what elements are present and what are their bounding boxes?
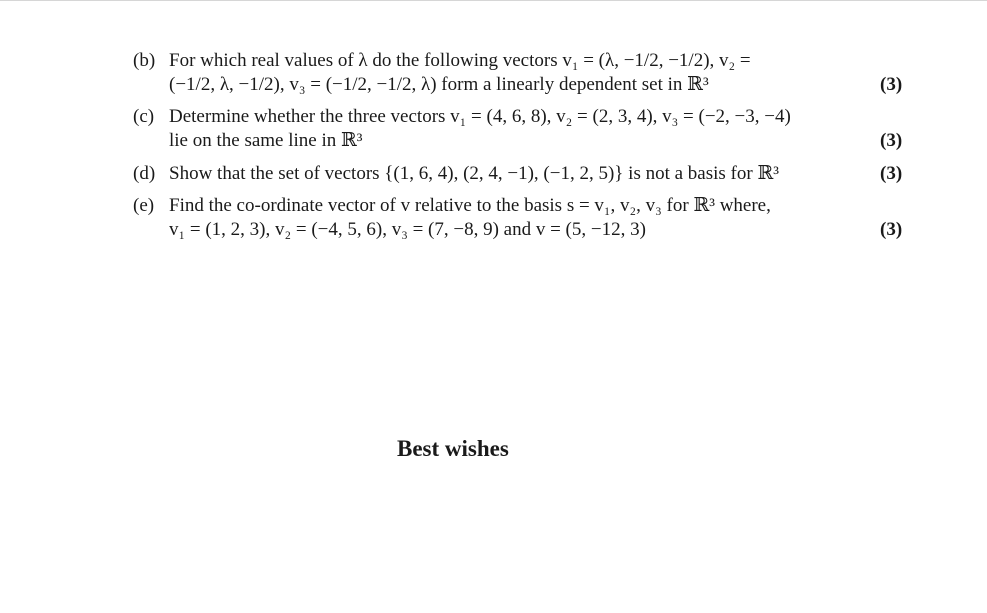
question-text-line: v₁ = (1, 2, 3), v₂ = (−4, 5, 6), v₃ = (7, −8, 9) and v = (5, −12, 3): [169, 219, 646, 240]
question-label: (d): [133, 163, 156, 184]
question-label: (c): [133, 106, 155, 127]
question-text-line: For which real values of λ do the following vectors v₁ = (λ, −1/2, −1/2), v₂ =: [169, 50, 751, 71]
question-text-line: Find the co-ordinate vector of v relative to the basis s = v₁, v₂, v₃ for ℝ³ where,: [169, 195, 771, 216]
question-c: [133, 105, 913, 155]
marks-label: (3): [880, 219, 903, 240]
question-text-line: Determine whether the three vectors v₁ = (4, 6, 8), v₂ = (2, 3, 4), v₃ = (−2, −3, −4): [169, 106, 791, 127]
marks-label: (3): [880, 163, 903, 184]
closing-message: Best wishes: [397, 436, 509, 461]
marks-label: (3): [880, 130, 903, 151]
question-label: (e): [133, 195, 155, 216]
question-e: [133, 194, 913, 244]
question-text-line: lie on the same line in ℝ³: [169, 130, 363, 151]
marks-label: (3): [880, 74, 903, 95]
question-text-line: Show that the set of vectors {(1, 6, 4), (2, 4, −1), (−1, 2, 5)} is not a basis for ℝ³: [169, 163, 779, 184]
question-b: [133, 49, 913, 99]
question-d: [133, 162, 913, 188]
question-label: (b): [133, 50, 156, 71]
question-text-line: (−1/2, λ, −1/2), v₃ = (−1/2, −1/2, λ) form a linearly dependent set in ℝ³: [169, 74, 709, 95]
